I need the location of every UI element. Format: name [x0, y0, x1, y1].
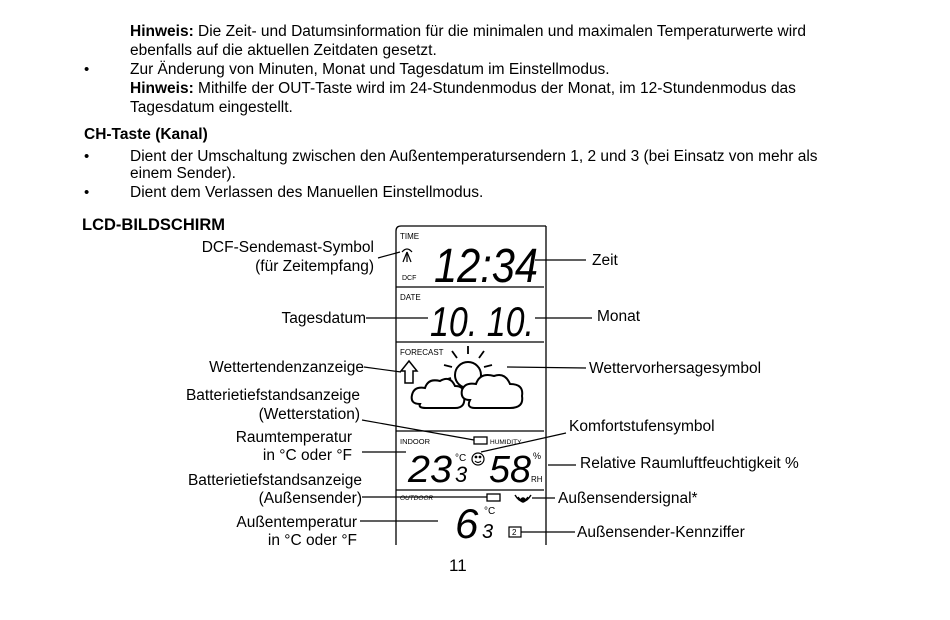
dcf-tower-icon [402, 249, 412, 262]
indoor-temp-main: 23 [406, 449, 452, 491]
bullet-marker: • [84, 184, 90, 201]
indoor-unit: °C [455, 453, 467, 464]
bullet-marker: • [84, 148, 90, 165]
battery-ws-icon [474, 437, 487, 444]
lcd-date-value: 10. 10. [430, 298, 534, 345]
label-dcf-line2: (für Zeitempfang) [255, 258, 374, 275]
indoor-temp-decimal: 3 [455, 462, 468, 487]
label-kennziffer: Außensender-Kennziffer [577, 524, 745, 541]
label-batt-out-line2: (Außensender) [258, 490, 362, 507]
lcd-outdoor-label: OUTDOOR [400, 495, 434, 502]
label-aussentemp-line2: in °C oder °F [267, 532, 357, 549]
label-monat: Monat [597, 308, 641, 325]
rh-label: RH [531, 475, 543, 484]
channel-number: 2 [512, 528, 517, 537]
trend-arrow-icon [401, 361, 417, 383]
note2-text: Mithilfe der OUT-Taste wird im 24-Stundenmodus der Monat, im 12-Stundenmodus das [198, 80, 796, 97]
outdoor-temp-decimal: 3 [482, 521, 494, 543]
page-number: 11 [449, 556, 467, 575]
label-feuchte: Relative Raumluftfeuchtigkeit % [580, 455, 799, 472]
label-zeit: Zeit [592, 252, 618, 269]
comfort-smiley-icon [472, 453, 484, 465]
lcd-dcf-label: DCF [402, 275, 417, 282]
note2-bold: Hinweis: [130, 80, 194, 97]
lcd-forecast-label: FORECAST [400, 348, 444, 357]
label-dcf-line1: DCF-Sendemast-Symbol [201, 239, 374, 256]
bullet-minutes: Zur Änderung von Minuten, Monat und Tagesdatum im Einstellmodus. [130, 61, 610, 78]
ch-bullet2-line1: Dient dem Verlassen des Manuellen Einstellmodus. [130, 184, 484, 201]
bullet-marker: • [84, 61, 90, 78]
note1-line2: ebenfalls auf die aktuellen Zeitdaten gesetzt. [130, 42, 437, 59]
label-tagesdatum: Tagesdatum [281, 310, 366, 327]
label-komfort: Komfortstufensymbol [569, 418, 715, 435]
lcd-time-value: 12:34 [434, 240, 538, 293]
lcd-humidity-label: HUMIDITY [490, 439, 522, 446]
ch-bullet1-line1: Dient der Umschaltung zwischen den Außentemperatursendern 1, 2 und 3 (bei Einsatz von mehr als [130, 148, 818, 165]
ch-heading: CH-Taste (Kanal) [84, 126, 208, 143]
label-tendenz: Wettertendenzanzeige [209, 359, 364, 376]
label-batt-out-line1: Batterietiefstandsanzeige [187, 472, 362, 489]
note1-bold: Hinweis: [130, 23, 194, 40]
note2-line2: Tagesdatum eingestellt. [130, 99, 293, 116]
lcd-time-label: TIME [400, 232, 420, 241]
lcd-date-label: DATE [400, 293, 421, 302]
outdoor-signal-icon [515, 495, 531, 502]
outdoor-temp-main: 6 [455, 500, 479, 547]
humidity-value: 58 [489, 449, 531, 491]
label-signal: Außensendersignal* [558, 490, 698, 507]
battery-out-icon [487, 494, 500, 501]
label-batt-ws-line1: Batterietiefstandsanzeige [185, 387, 360, 404]
label-batt-ws-line2: (Wetterstation) [258, 406, 360, 423]
label-raumtemp-line1: Raumtemperatur [235, 429, 352, 446]
note1-text: Die Zeit- und Datumsinformation für die minimalen und maximalen Temperaturwerte wird [198, 23, 806, 40]
lcd-heading: LCD-BILDSCHIRM [82, 216, 225, 234]
label-vorhersage: Wettervorhersagesymbol [589, 360, 762, 377]
humidity-percent: % [533, 451, 542, 461]
lcd-indoor-label: INDOOR [400, 437, 430, 446]
ch-bullet1-line2: einem Sender). [130, 165, 236, 182]
outdoor-unit: °C [484, 506, 496, 517]
label-aussentemp-line1: Außentemperatur [236, 514, 357, 531]
label-raumtemp-line2: in °C oder °F [262, 447, 352, 464]
